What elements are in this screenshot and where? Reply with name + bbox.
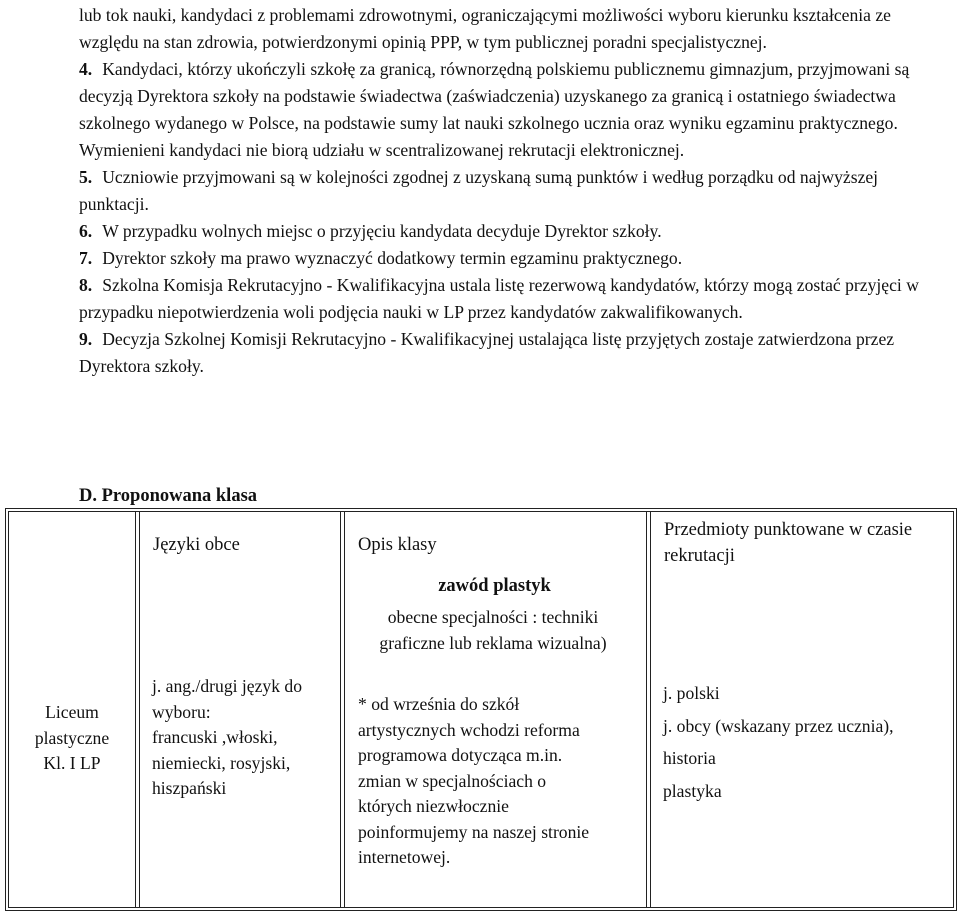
rule-item bbox=[79, 272, 949, 326]
rule-item bbox=[79, 245, 949, 272]
class-name-line: Liceum bbox=[45, 702, 99, 722]
languages-line: j. ang./drugi język do bbox=[152, 676, 303, 696]
column-divider bbox=[340, 512, 341, 907]
rule-number: 5. bbox=[79, 167, 93, 187]
class-name-line: plastyczne bbox=[34, 727, 110, 748]
subjects-list bbox=[663, 677, 894, 807]
languages-line: wyboru: bbox=[152, 701, 211, 722]
description-line: artystycznych wchodzi reforma bbox=[358, 719, 580, 740]
rule-item bbox=[79, 164, 949, 218]
rule-text: Kandydaci, którzy ukończyli szkołę za granicą, równorzędną polskiemu publicznemu gimnazjum, przyjmowani są decyzją Dyrektora szkoły na podstawie świadectwa (zaświadczenia) uzyskanego za granicą i ostatniego świadectwa szkolnego wydanego w Polsce, na podstawie sumy lat nauki szkolnego ucznia oraz wyniku egzaminu praktycznego. Wymienieni kandydaci nie biorą udziału w scentralizowanej rekrutacji elektronicznej. bbox=[79, 59, 910, 160]
rule-number: 9. bbox=[79, 329, 93, 349]
rule-text: Szkolna Komisja Rekrutacyjno - Kwalifikacyjna ustala listę rezerwową kandydatów, którzy mogą zostać przyjęci w przypadku niepotwierdzenia woli podjęcia nauki w LP przez kandydatów zakwalifikowanych. bbox=[79, 275, 919, 322]
subject-item: j. polski bbox=[663, 683, 720, 703]
header-description: Opis klasy bbox=[358, 535, 437, 555]
rule-text: Uczniowie przyjmowani są w kolejności zgodnej z uzyskaną sumą punktów i według porządku od najwyższej punktacji. bbox=[79, 167, 879, 214]
column-divider bbox=[135, 512, 136, 907]
rule-number: 8. bbox=[79, 275, 93, 295]
languages-line: niemiecki, rosyjski, bbox=[152, 752, 291, 773]
column-divider bbox=[646, 512, 647, 907]
subject-item: j. obcy (wskazany przez ucznia), bbox=[663, 715, 894, 736]
description-line: programowa dotycząca m.in. bbox=[358, 745, 563, 765]
class-name-line: Kl. I LP bbox=[43, 753, 101, 773]
rule-item bbox=[79, 56, 949, 164]
description-line: * od września do szkół bbox=[358, 694, 520, 714]
proposed-class-table bbox=[8, 511, 954, 908]
rule-text: Dyrektor szkoły ma prawo wyznaczyć dodatkowy termin egzaminu praktycznego. bbox=[102, 248, 683, 268]
rule-number: 6. bbox=[79, 221, 93, 241]
intro-paragraph: lub tok nauki, kandydaci z problemami zdrowotnymi, ograniczającymi możliwości wyboru kierunku kształcenia ze względu na stan zdrowia, potwierdzonymi opinią PPP, w tym publicznej poradni specjalistycznej. bbox=[79, 5, 891, 52]
rule-text: Decyzja Szkolnej Komisji Rekrutacyjno - Kwalifikacyjnej ustalająca listę przyjętych zostaje zatwierdzona przez Dyrektora szkoły. bbox=[79, 329, 895, 376]
rule-item bbox=[79, 326, 949, 380]
description-line: których niezwłocznie bbox=[358, 796, 509, 816]
section-heading: D. Proponowana klasa bbox=[79, 486, 258, 506]
languages-line: francuski ,włoski, bbox=[152, 727, 278, 747]
class-name bbox=[9, 700, 135, 777]
specializations: obecne specjalności : techniki graficzne lub reklama wizualna) bbox=[379, 607, 607, 653]
rule-item bbox=[79, 218, 949, 245]
subject-item: historia bbox=[663, 748, 716, 768]
description-line: internetowej. bbox=[358, 847, 451, 867]
languages-value bbox=[152, 674, 302, 802]
profession-title: zawód plastyk bbox=[438, 576, 551, 596]
header-subjects: Przedmioty punktowane w czasie rekrutacji bbox=[664, 520, 913, 566]
rule-number: 7. bbox=[79, 248, 93, 268]
description-line: zmian w specjalnościach o bbox=[358, 770, 547, 791]
languages-line: hiszpański bbox=[152, 778, 227, 798]
rule-number: 4. bbox=[79, 59, 93, 79]
description-line: poinformujemy na naszej stronie bbox=[358, 821, 590, 842]
rule-text: W przypadku wolnych miejsc o przyjęciu kandydata decyduje Dyrektor szkoły. bbox=[102, 221, 662, 241]
description-note bbox=[358, 692, 589, 871]
subject-item: plastyka bbox=[663, 780, 722, 801]
rules-text bbox=[79, 2, 949, 380]
header-languages: Języki obce bbox=[153, 535, 240, 555]
